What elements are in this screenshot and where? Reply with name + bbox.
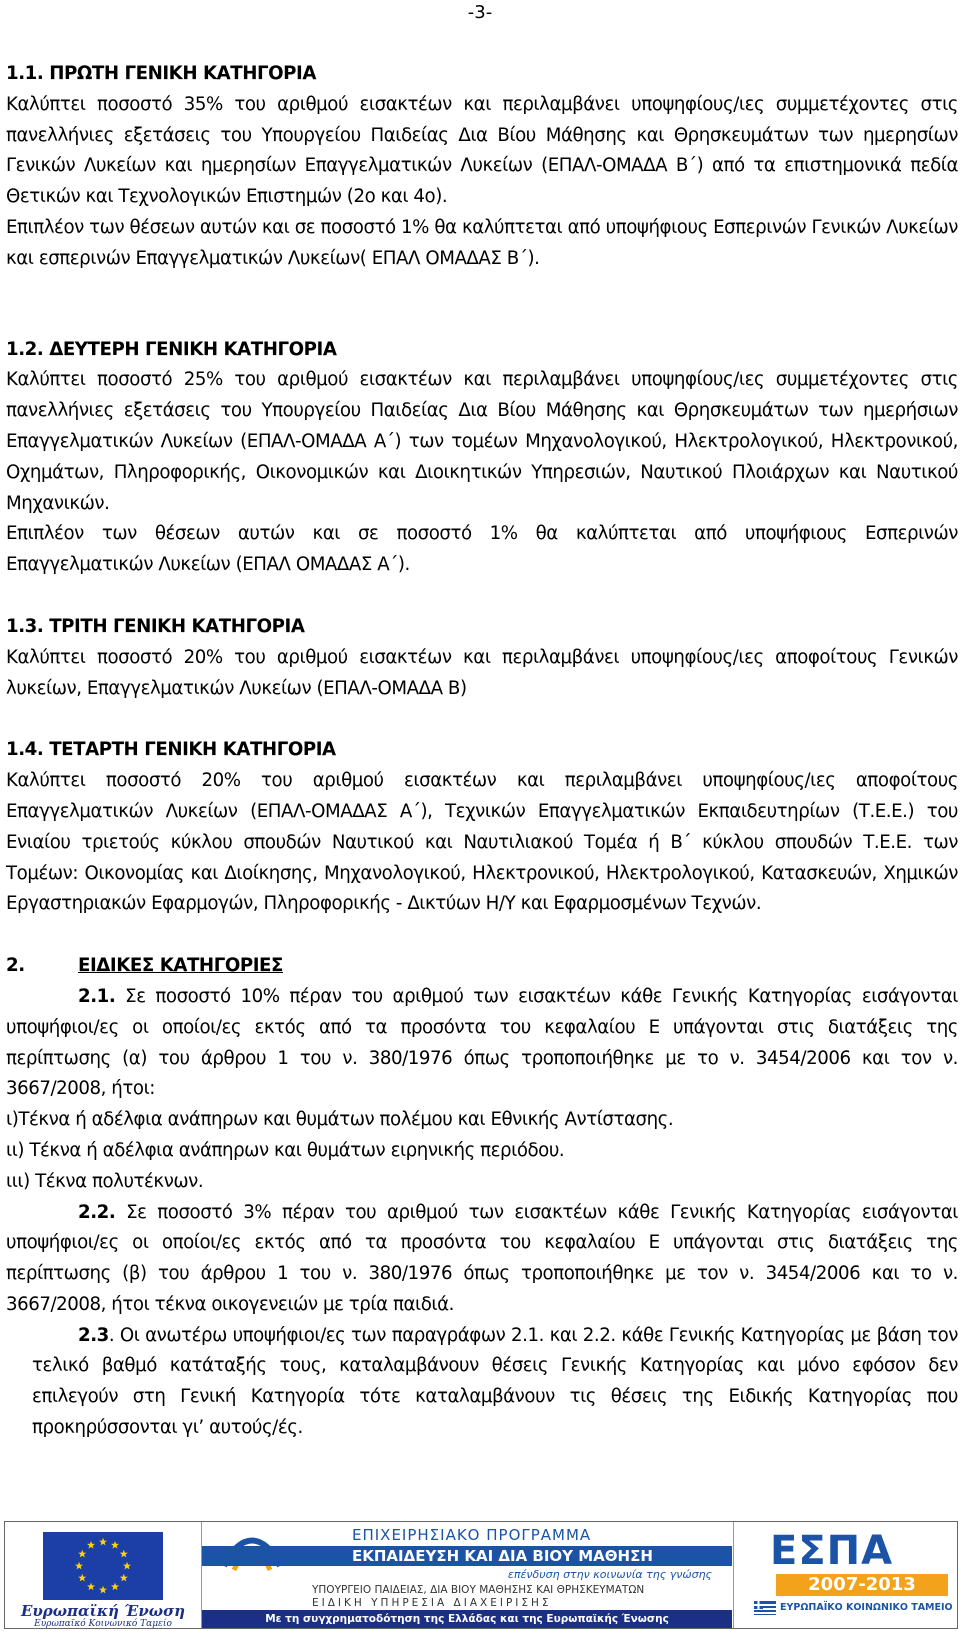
special-heading	[6, 951, 958, 982]
document-body	[6, 59, 958, 1444]
paragraph-2-3	[6, 1321, 958, 1444]
program-line-1: ΕΠΙΧΕΙΡΗΣΙΑΚΟ ΠΡΟΓΡΑΜΜΑ	[352, 1526, 592, 1544]
espa-fund-name: ΕΥΡΩΠΑΪΚΟ ΚΟΙΝΩΝΙΚΟ ΤΑΜΕΙΟ	[780, 1602, 953, 1613]
eu-name: Ευρωπαϊκή Ένωση	[20, 1602, 186, 1620]
eu-star	[111, 1583, 119, 1591]
eu-star	[78, 1574, 86, 1582]
paragraph: Καλύπτει ποσοστό 35% του αριθμού εισακτέων και περιλαμβάνει υποψηφίους/ιες συμμετέχοντες στις πανελλήνιες εξετάσεις του Υπουργείου Παιδείας Δια Βίου Μάθησης και Θρησκευμάτων των ημερησίων Γενικών Λυκείων και ημερησίων Επαγγελματικών Λυκείων (ΕΠΑΛ-ΟΜΑΔΑ Β΄) από τα επιστημονικά πεδία Θετικών και Τεχνολογικών Επιστημών (2ο και 4ο).	[6, 93, 958, 208]
section-1-1	[6, 59, 958, 275]
eu-logo-block	[5, 1522, 202, 1628]
spacer	[6, 704, 958, 735]
special-heading-title: ΕΙΔΙΚΕΣ ΚΑΤΗΓΟΡΙΕΣ	[78, 955, 283, 977]
paragraph-text: Σε ποσοστό 3% πέραν του αριθμού των εισακτέων κάθε Γενικής Κατηγορίας εισάγονται υποψήφιοι/ες οι οποίοι/ες εκτός από τα προσόντα του κεφαλαίου Ε υπάγονται στις διατάξεις της περίπτωσης (β) του άρθρου 1 του ν. 380/1976 όπως τροποποιήθηκε με τον ν. 3454/2006 και το ν. 3667/2008, ήτοι τέκνα οικογενειών με τρία παιδιά.	[6, 1201, 958, 1315]
paragraph-number: 2.1.	[78, 985, 116, 1007]
spacer	[6, 920, 958, 951]
eu-star	[120, 1550, 128, 1558]
espa-years: 2007-2013	[776, 1574, 948, 1596]
eu-star	[99, 1586, 107, 1594]
section-1-2	[6, 335, 958, 581]
funding-banner	[4, 1521, 958, 1629]
espa-logo-block	[733, 1522, 958, 1628]
service-name: ΕΙΔΙΚΗ ΥΠΗΡΕΣΙΑ ΔΙΑΧΕΙΡΙΣΗΣ	[312, 1597, 552, 1609]
eu-star	[123, 1562, 131, 1570]
paragraph: Καλύπτει ποσοστό 20% του αριθμού εισακτέων και περιλαμβάνει υποψηφίους/ιες αποφοίτους Γενικών λυκείων, Επαγγελματικών Λυκείων (ΕΠΑΛ-ΟΜΑΔΑ Β)	[6, 646, 958, 699]
eu-flag-icon	[43, 1532, 163, 1600]
list-item: ιιι) Τέκνα πολυτέκνων.	[6, 1170, 204, 1192]
section-heading: 1.4. ΤΕΤΑΡΤΗ ΓΕΝΙΚΗ ΚΑΤΗΓΟΡΙΑ	[6, 739, 336, 761]
paragraph-number: 2.2.	[78, 1201, 116, 1223]
greek-flag-icon	[754, 1600, 776, 1614]
eu-star	[87, 1541, 95, 1549]
list-item: ι)Τέκνα ή αδέλφια ανάπηρων και θυμάτων πολέμου και Εθνικής Αντίστασης.	[6, 1109, 674, 1131]
paragraph-2-1	[6, 982, 958, 1105]
eu-star	[99, 1538, 107, 1546]
paragraph-number: 2.3	[78, 1324, 109, 1346]
paragraph: Καλύπτει ποσοστό 25% του αριθμού εισακτέων και περιλαμβάνει υποψηφίους/ιες συμμετέχοντες στις πανελλήνιες εξετάσεις του Υπουργείου Παιδείας Δια Βίου Μάθησης και Θρησκευμάτων των ημερήσιων Επαγγελματικών Λυκείων (ΕΠΑΛ-ΟΜΑΔΑ Α΄) των τομέων Μηχανολογικού, Ηλεκτρολογικού, Ηλεκτρονικού, Οχημάτων, Πληροφορικής, Οικονομικών και Διοικητικών Υπηρεσιών, Ναυτικού Πλοιάρχων και Ναυτικού Μηχανικών.	[6, 369, 958, 514]
program-slogan: επένδυση στην κοινωνία της γνώσης	[507, 1568, 712, 1581]
spacer	[6, 581, 958, 612]
eu-fund-name: Ευρωπαϊκό Κοινωνικό Ταμείο	[34, 1619, 172, 1629]
spacer	[6, 275, 958, 335]
eu-star	[120, 1574, 128, 1582]
section-2-special	[6, 951, 958, 1444]
paragraph: Επιπλέον των θέσεων αυτών και σε ποσοστό 1% θα καλύπτεται από υποψήφιους Εσπερινών Γενικών Λυκείων και εσπερινών Επαγγελματικών Λυκείων( ΕΠΑΛ ΟΜΑΔΑΣ Β΄).	[6, 216, 958, 269]
paragraph-2-2	[6, 1198, 958, 1321]
paragraph: Επιπλέον των θέσεων αυτών και σε ποσοστό 1% θα καλύπτεται από υποψήφιους Εσπερινών Επαγγελματικών Λυκείων (ΕΠΑΛ ΟΜΑΔΑΣ Α΄).	[6, 523, 958, 576]
paragraph-text: Σε ποσοστό 10% πέραν του αριθμού των εισακτέων κάθε Γενικής Κατηγορίας εισάγονται υποψήφιοι/ες οι οποίοι/ες εκτός από τα προσόντα του κεφαλαίου Ε υπάγονται στις διατάξεις της περίπτωσης (α) του άρθρου 1 του ν. 380/1976 όπως τροποποιήθηκε με το ν. 3454/2006 και τον ν. 3667/2008, ήτοι:	[6, 985, 958, 1100]
eu-stars-circle	[43, 1532, 163, 1600]
program-block	[202, 1522, 732, 1628]
ministry-name: ΥΠΟΥΡΓΕΙΟ ΠΑΙΔΕΙΑΣ, ΔΙΑ ΒΙΟΥ ΜΑΘΗΣΗΣ ΚΑΙ ΘΡΗΣΚΕΥΜΑΤΩΝ	[312, 1584, 645, 1596]
paragraph-text: . Οι ανωτέρω υποψήφιοι/ες των παραγράφων 2.1. και 2.2. κάθε Γενικής Κατηγορίας με βάση τον τελικό βαθμό κατάταξής τους, καταλαμβάνουν θέσεις Γενικής Κατηγορίας και μόνο εφόσον δεν επιλεγούν στη Γενική Κατηγορία τότε καταλαμβάνουν τις θέσεις της Ειδικής Κατηγορίας που προκηρύσσονται γι’ αυτούς/ές.	[32, 1324, 958, 1439]
list-item: ιι) Τέκνα ή αδέλφια ανάπηρων και θυμάτων ειρηνικής περιόδου.	[6, 1139, 565, 1161]
section-heading: 1.1. ΠΡΩΤΗ ΓΕΝΙΚΗ ΚΑΤΗΓΟΡΙΑ	[6, 63, 316, 84]
eu-star	[111, 1541, 119, 1549]
paragraph: Καλύπτει ποσοστό 20% του αριθμού εισακτέων και περιλαμβάνει υποψηφίους/ιες αποφοίτους Επαγγελματικών Λυκείων (ΕΠΑΛ-ΟΜΑΔΑΣ Α΄), Τεχνικών Επαγγελματικών Εκπαιδευτηρίων (Τ.Ε.Ε.) του Ενιαίου τριετούς κύκλου σπουδών Ναυτικού και Ναυτιλιακού Τομέα ή Β΄ κύκλου σπουδών Τ.Ε.Ε. των Τομέων: Οικονομίας και Διοίκησης, Μηχανολογικού, Ηλεκτρονικού, Ηλεκτρολογικού, Κατασκευών, Χημικών Εργαστηριακών Εφαρμογών, Πληροφορικής - Δικτύων Η/Υ και Εφαρμοσμένων Τεχνών.	[6, 770, 958, 915]
program-line-2: ΕΚΠΑΙΔΕΥΣΗ ΚΑΙ ΔΙΑ ΒΙΟΥ ΜΑΘΗΣΗ	[202, 1546, 732, 1566]
section-1-3	[6, 612, 958, 704]
special-heading-number: 2.	[6, 955, 25, 977]
section-heading: 1.3. ΤΡΙΤΗ ΓΕΝΙΚΗ ΚΑΤΗΓΟΡΙΑ	[6, 615, 305, 637]
cofunding-line: Με τη συγχρηματοδότηση της Ελλάδας και της Ευρωπαϊκής Ένωσης	[202, 1610, 732, 1628]
eu-star	[87, 1583, 95, 1591]
eu-star	[78, 1550, 86, 1558]
espa-logo: ΕΣΠΑ	[770, 1528, 894, 1574]
page-number: -3-	[467, 2, 493, 23]
section-heading: 1.2. ΔΕΥΤΕΡΗ ΓΕΝΙΚΗ ΚΑΤΗΓΟΡΙΑ	[6, 338, 337, 360]
section-1-4	[6, 735, 958, 920]
eu-star	[75, 1562, 83, 1570]
